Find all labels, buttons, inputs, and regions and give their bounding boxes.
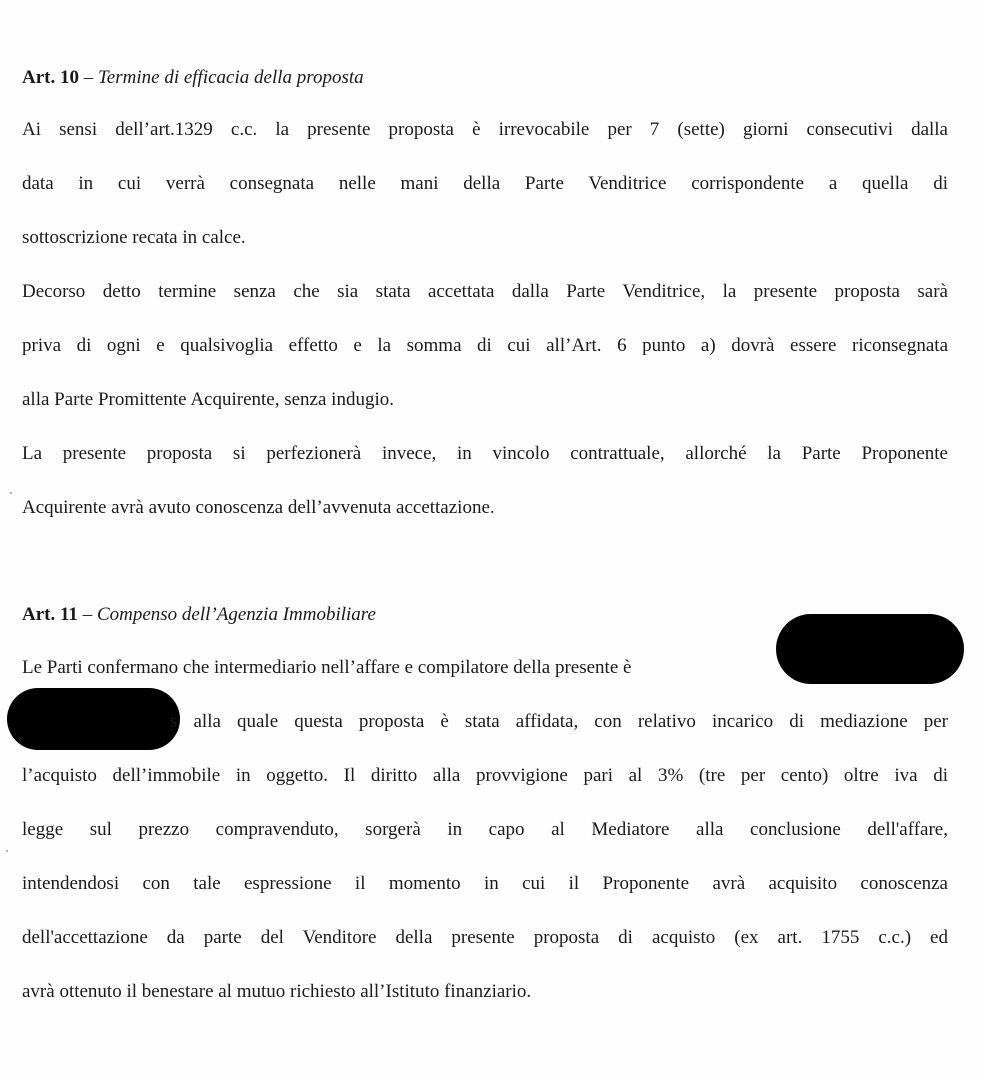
art11-line-6: dell'accettazione da parte del Venditore della presente proposta di acquisto (ex art. 1755 c.c.) ed — [22, 927, 948, 948]
redaction-mark-1 — [776, 614, 964, 684]
art11-line-2: s alla quale questa proposta è stata affidata, con relativo incarico di mediazione per — [170, 711, 948, 732]
art10-heading: Art. 10 – Termine di efficacia della proposta — [22, 67, 364, 88]
art11-heading: Art. 11 – Compenso dell’Agenzia Immobiliare — [22, 604, 376, 625]
art10-line-1: Ai sensi dell’art.1329 c.c. la presente proposta è irrevocabile per 7 (sette) giorni consecutivi dalla — [22, 119, 948, 140]
redaction-mark-2 — [7, 688, 180, 750]
art10-line-5: priva di ogni e qualsivoglia effetto e la somma di cui all’Art. 6 punto a) dovrà essere riconsegnata — [22, 335, 948, 356]
art10-line-7: La presente proposta si perfezionerà invece, in vincolo contrattuale, allorché la Parte Proponente — [22, 443, 948, 464]
art10-line-2: data in cui verrà consegnata nelle mani della Parte Venditrice corrispondente a quella di — [22, 173, 948, 194]
art11-line-5: intendendosi con tale espressione il momento in cui il Proponente avrà acquisito conoscenza — [22, 873, 948, 894]
art10-number: Art. 10 — [22, 67, 79, 88]
scan-speck — [10, 492, 12, 494]
art10-line-6: alla Parte Promittente Acquirente, senza indugio. — [22, 389, 394, 410]
art10-title: Termine di efficacia della proposta — [97, 67, 364, 88]
art11-line-7: avrà ottenuto il benestare al mutuo richiesto all’Istituto finanziario. — [22, 981, 532, 1002]
art11-line-4: legge sul prezzo compravenduto, sorgerà in capo al Mediatore alla conclusione dell'affare, — [22, 819, 948, 840]
art11-line-1: Le Parti confermano che intermediario nell’affare e compilatore della presente è — [22, 657, 632, 678]
scan-speck — [6, 850, 8, 852]
art10-line-3: sottoscrizione recata in calce. — [22, 227, 246, 248]
art11-title: Compenso dell’Agenzia Immobiliare — [96, 604, 376, 625]
art11-line-3: l’acquisto dell’immobile in oggetto. Il diritto alla provvigione pari al 3% (tre per cento) oltre iva di — [22, 765, 948, 786]
art11-number: Art. 11 — [22, 604, 78, 625]
art10-line-4: Decorso detto termine senza che sia stata accettata dalla Parte Venditrice, la presente proposta sarà — [22, 281, 948, 302]
art10-line-8: Acquirente avrà avuto conoscenza dell’avvenuta accettazione. — [22, 497, 495, 518]
